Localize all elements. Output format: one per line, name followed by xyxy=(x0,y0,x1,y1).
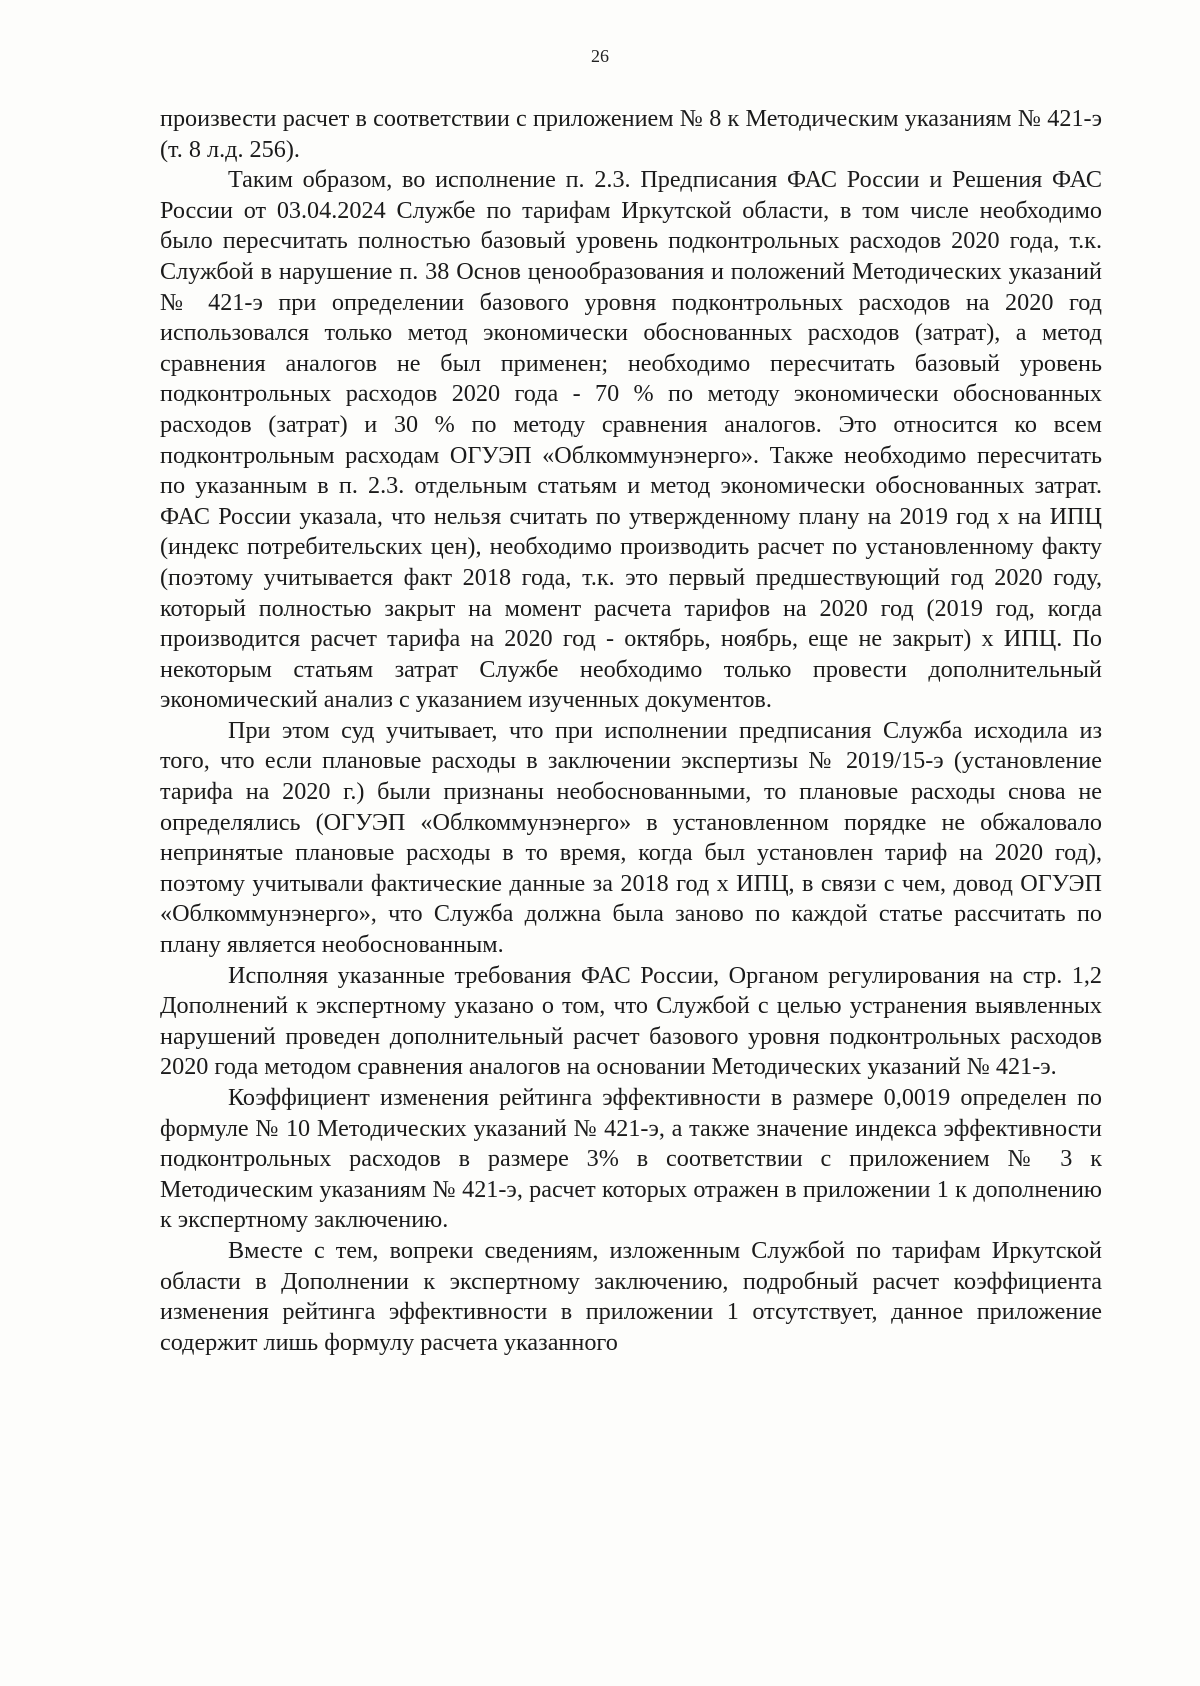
paragraph: Вместе с тем, вопреки сведениям, изложенным Службой по тарифам Иркутской области в Дополнении к экспертному заключению, подробный расчет коэффициента изменения рейтинга эффективности в приложении 1 отсутствует, данное приложение содержит лишь формулу расчета указанного xyxy=(160,1236,1102,1356)
paragraph-continuation: произвести расчет в соответствии с приложением № 8 к Методическим указаниям № 421-э (т. 8 л.д. 256). xyxy=(160,105,1102,163)
page-number: 26 xyxy=(591,46,609,66)
paragraph: Коэффициент изменения рейтинга эффективности в размере 0,0019 определен по формуле № 10 Методических указаний № 421-э, а также значение индекса эффективности подконтрольных расходов в размере 3% в соответствии с приложением № 3 к Методическим указаниям № 421-э, расчет которых отражен в приложении 1 к дополнению к экспертному заключению. xyxy=(160,1084,1102,1234)
paragraph: При этом суд учитывает, что при исполнении предписания Служба исходила из того, что если плановые расходы в заключении экспертизы № 2019/15-э (установление тарифа на 2020 г.) были признаны необоснованными, то плановые расходы снова не определялись (ОГУЭП «Облкоммунэнерго» в установленном порядке не обжаловало непринятые плановые расходы в то время, когда был установлен тариф на 2020 год), поэтому учитывали фактические данные за 2018 год х ИПЦ, в связи с чем, довод ОГУЭП «Облкоммунэнерго», что Служба должна была заново по каждой статье рассчитать по плану является необоснованным. xyxy=(160,716,1102,959)
paragraph: Таким образом, во исполнение п. 2.3. Предписания ФАС России и Решения ФАС России от 03.04.2024 Службе по тарифам Иркутской области, в том числе необходимо было пересчитать полностью базовый уровень подконтрольных расходов 2020 года, т.к. Службой в нарушение п. 38 Основ ценообразования и положений Методических указаний № 421-э при определении базового уровня подконтрольных расходов на 2020 год использовался только метод экономически обоснованных расходов (затрат), а метод сравнения аналогов не был применен; необходимо пересчитать базовый уровень подконтрольных расходов 2020 года - 70 % по методу экономически обоснованных расходов (затрат) и 30 % по методу сравнения аналогов. Это относится ко всем подконтрольным расходам ОГУЭП «Облкоммунэнерго». Также необходимо пересчитать по указанным в п. 2.3. отдельным статьям и метод экономически обоснованных затрат. ФАС России указала, что нельзя считать по утвержденному плану на 2019 год х на ИПЦ (индекс потребительских цен), необходимо производить расчет по установленному факту (поэтому учитывается факт 2018 года, т.к. это первый предшествующий год 2020 году, который полностью закрыт на момент расчета тарифов на 2020 год (2019 год, когда производится расчет тарифа на 2020 год - октябрь, ноябрь, еще не закрыт) х ИПЦ. По некоторым статьям затрат Службе необходимо только провести дополнительный экономический анализ с указанием изученных документов. xyxy=(160,166,1102,714)
document-body xyxy=(160,104,1102,1358)
paragraph: Исполняя указанные требования ФАС России, Органом регулирования на стр. 1,2 Дополнений к экспертному указано о том, что Службой с целью устранения выявленных нарушений проведен дополнительный расчет базового уровня подконтрольных расходов 2020 года методом сравнения аналогов на основании Методических указаний № 421-э. xyxy=(160,961,1102,1081)
